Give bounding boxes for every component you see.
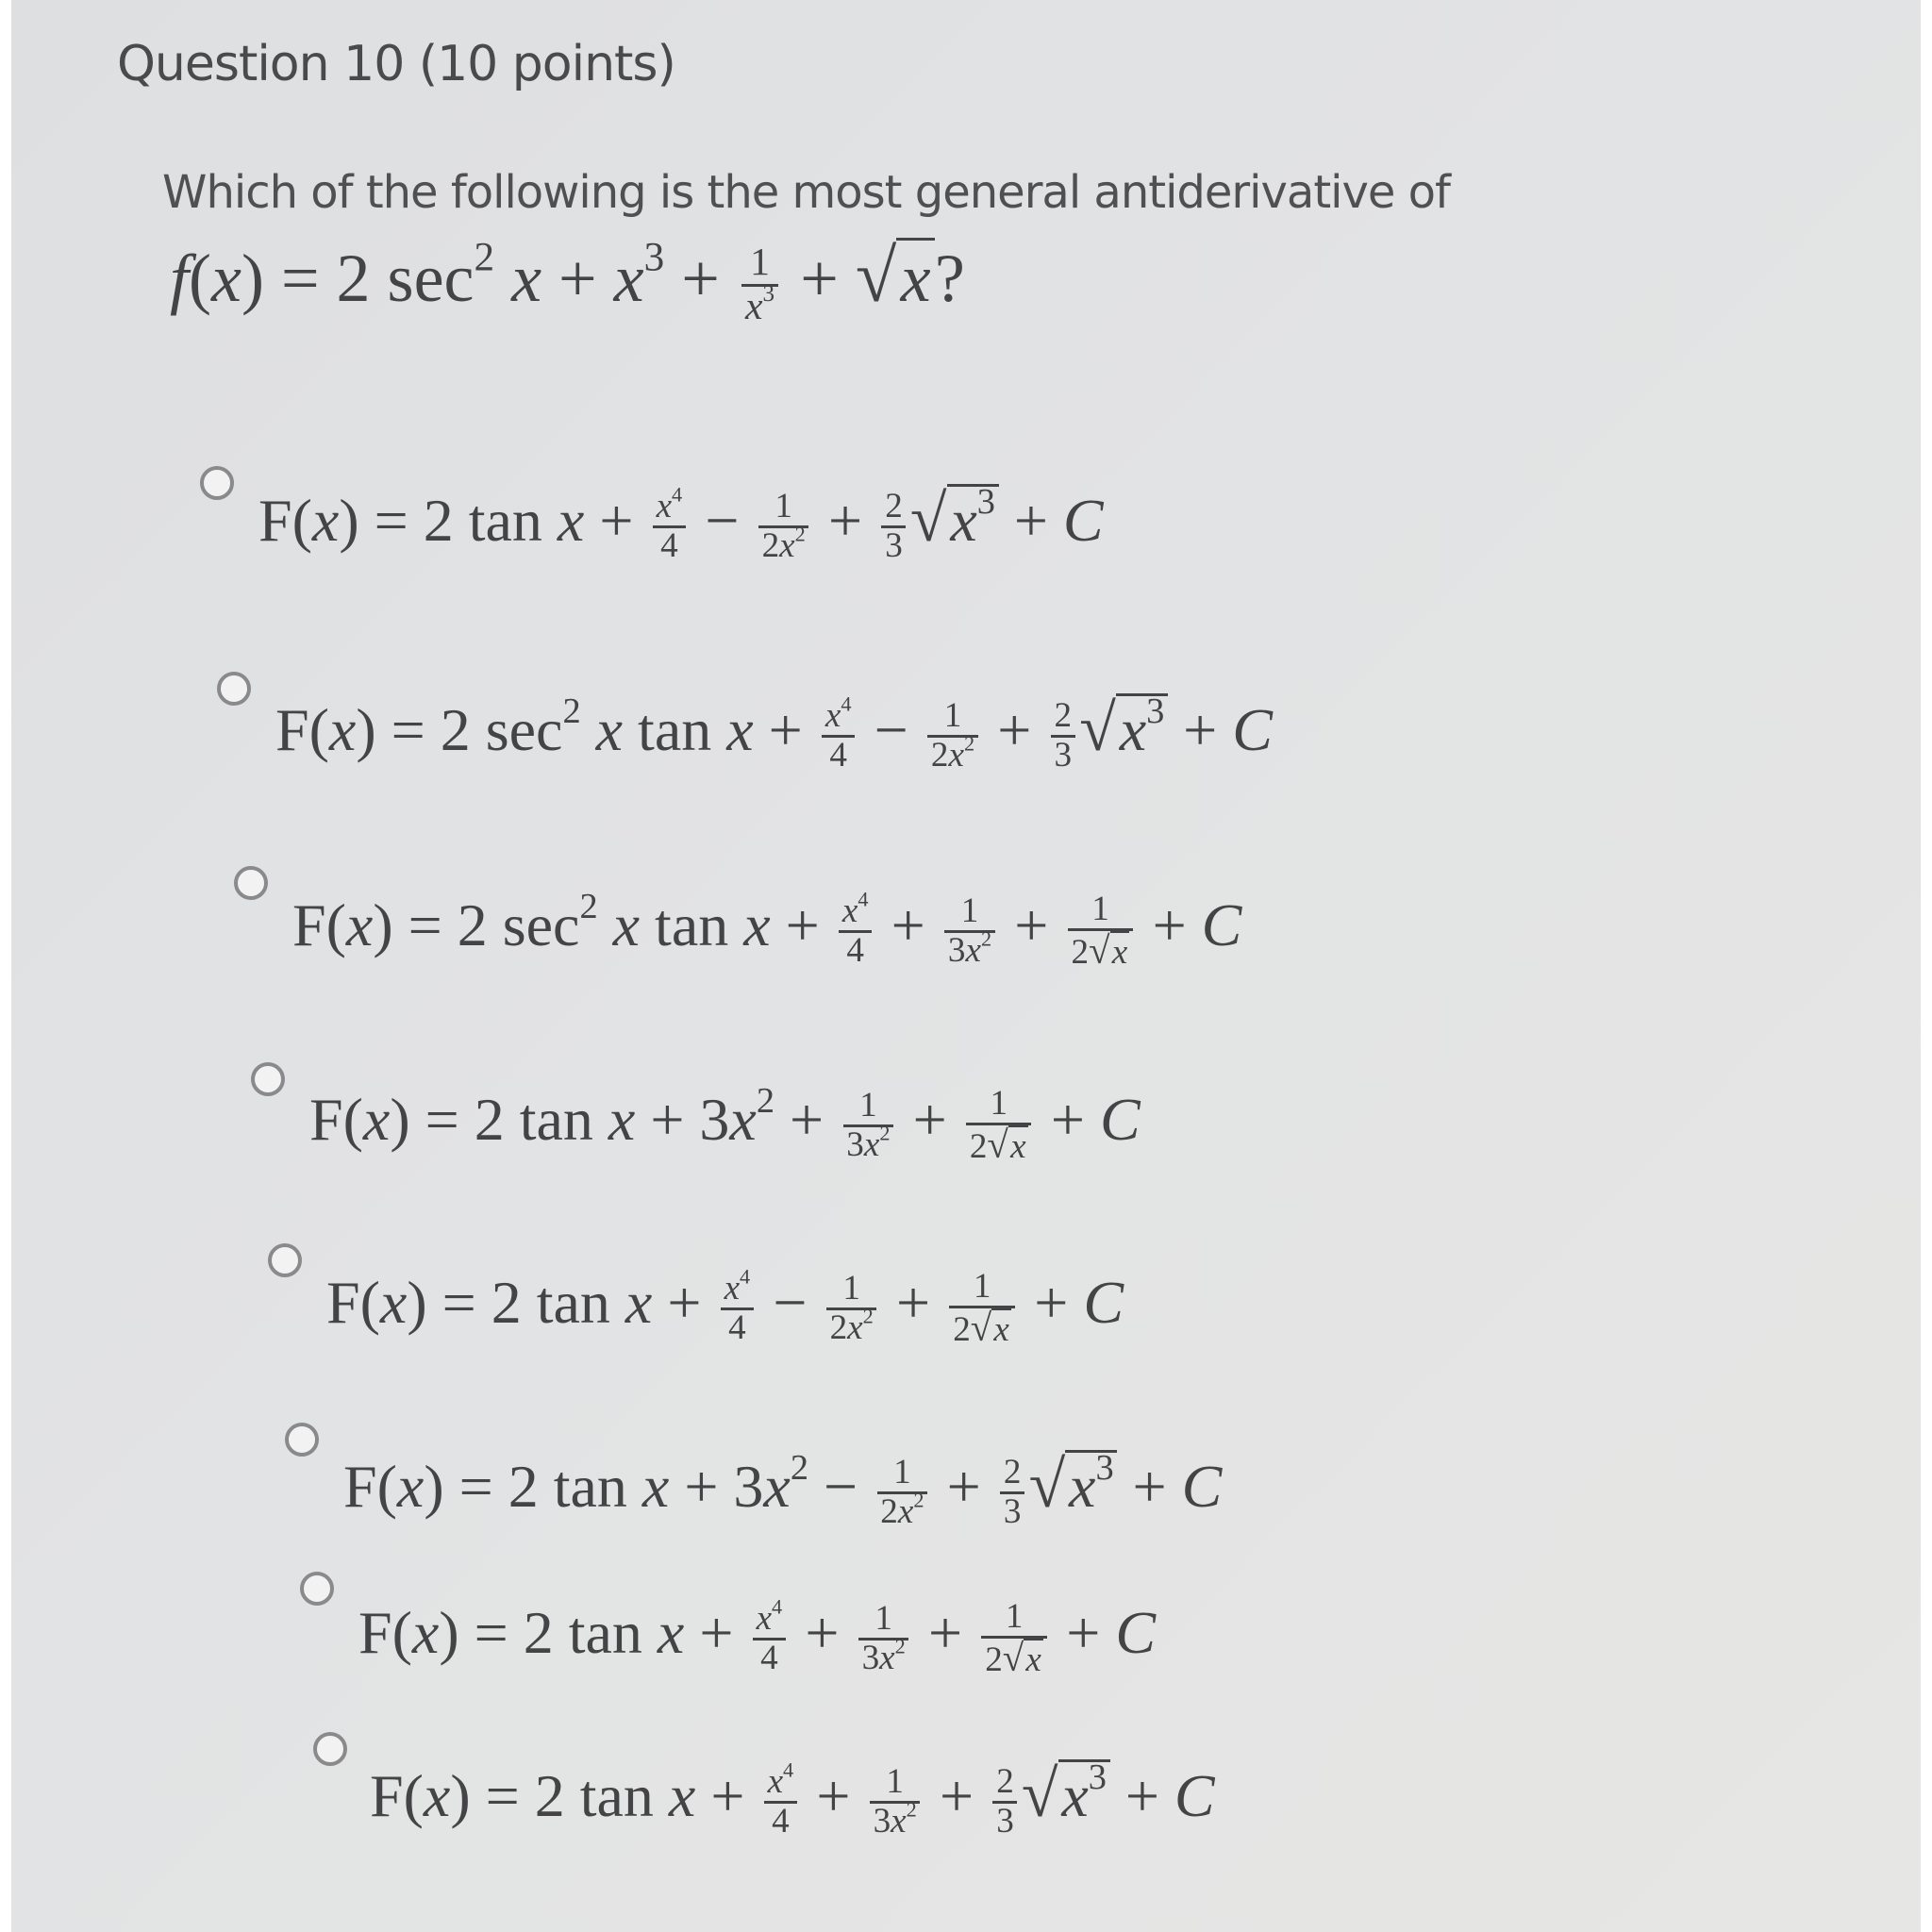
question-title: Question 10: [117, 36, 405, 92]
option-c-radio[interactable]: [234, 866, 268, 900]
question-points: (10 points): [418, 36, 675, 92]
question-prompt: Which of the following is the most general antiderivative of: [162, 166, 1450, 219]
option-g-label[interactable]: F(x) = 2 tan x + $\frac{x^4}{4}$ + $\frac{1}{3x^2}$ + $\frac{1}{2√x}$ + C: [358, 1594, 1157, 1679]
option-f-label[interactable]: F(x) = 2 $\tan x + 3x^2$ − $\frac{1}{2x^2}$ + $\frac{2}{3}$ $√x^3 + C$: [343, 1448, 1223, 1531]
option-c-label[interactable]: F(x) = 2 $\sec^2 x$ tan x + $\frac{x^4}{4}$ + $\frac{1}{3x^2}$ + $\frac{1}{2√x}$ + C: [292, 887, 1242, 972]
option-h-radio[interactable]: [313, 1732, 347, 1766]
option-d-radio[interactable]: [251, 1062, 285, 1096]
option-b-label[interactable]: F(x) = 2 $\sec^2 x$ tan x + $\frac{x^4}{4}$ − $\frac{1}{2x^2}$ + $\frac{2}{3}$ $√x^3 + C$: [275, 691, 1273, 774]
option-a-radio[interactable]: [200, 466, 234, 500]
question-header: [117, 36, 675, 92]
option-b-radio[interactable]: [217, 672, 251, 706]
option-g-radio[interactable]: [300, 1572, 334, 1606]
question-function: f(x) = 2 $\sec^2 x + x^3$ + $\frac{1}{x^3}$ + √x?: [170, 235, 965, 328]
option-e-radio[interactable]: [268, 1243, 302, 1277]
quiz-screen: [11, 0, 1921, 1932]
option-h-label[interactable]: F(x) = 2 tan x + $\frac{x^4}{4}$ + $\frac{1}{3x^2}$ + $\frac{2}{3}$ $√x^3 + C$: [370, 1757, 1215, 1840]
option-e-label[interactable]: F(x) = 2 tan x + $\frac{x^4}{4}$ − $\frac{1}{2x^2}$ + $\frac{1}{2√x}$ + C: [326, 1264, 1124, 1349]
option-a-label[interactable]: F(x) = 2 tan x + $\frac{x^4}{4}$ − $\frac{1}{2x^2}$ + $\frac{2}{3}$ $√x^3 + C$: [258, 482, 1104, 565]
option-d-label[interactable]: F(x) = 2 $\tan x + 3x^2$ + $\frac{1}{3x^2}$ + $\frac{1}{2√x}$ + C: [309, 1081, 1141, 1166]
option-f-radio[interactable]: [285, 1423, 319, 1457]
